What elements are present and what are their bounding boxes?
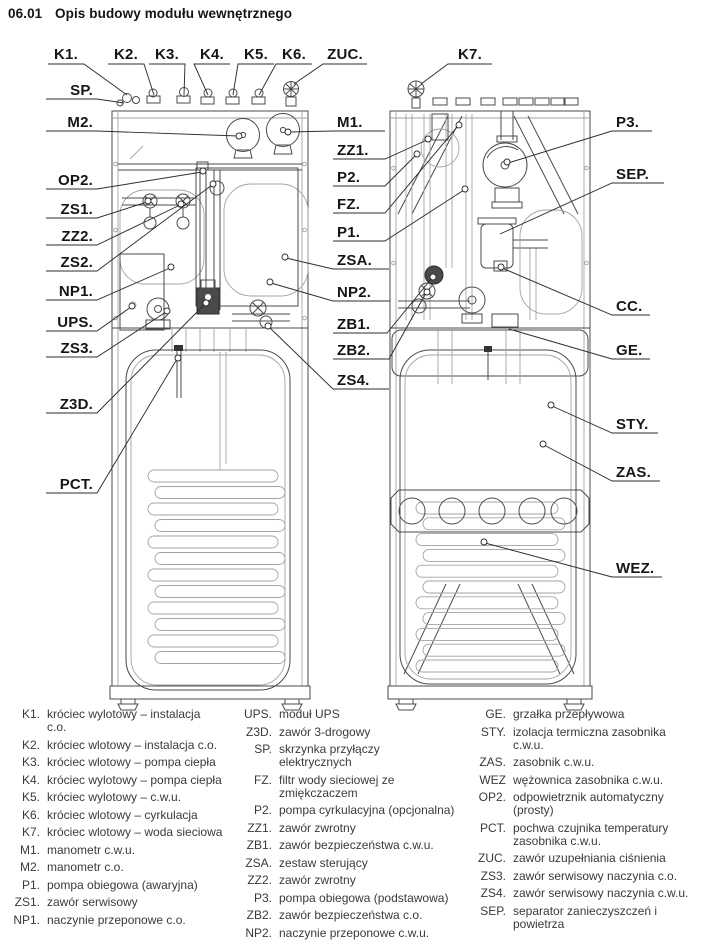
legend-desc: króciec wylotowy – instalacja c.o.: [47, 707, 201, 734]
bottom-valve-cluster: [146, 280, 290, 329]
legend-desc: naczynie przeponowe c.o.: [47, 912, 186, 927]
legend-item-Z3D: [234, 726, 468, 739]
legend-column-2: [234, 708, 468, 944]
legend-key: ZUC.: [478, 851, 506, 866]
legend-item-K4: [2, 774, 232, 787]
legend-item-GE: [468, 708, 704, 721]
legend-item-ZS4: [468, 887, 704, 900]
legend-item-ZUC: [468, 852, 704, 865]
svg-text:ZB1.: ZB1.: [337, 316, 371, 333]
legend-key: K4.: [21, 772, 40, 787]
legend-key: GE.: [485, 707, 506, 721]
legend-key: SEP.: [480, 903, 506, 918]
legend-item-K6: [2, 809, 232, 822]
legend-item-ZB1: [234, 839, 468, 852]
legend-key: ZS4.: [480, 886, 506, 901]
sensor-pocket: [174, 345, 183, 351]
svg-text:M1.: M1.: [337, 114, 363, 131]
legend-key: ZAS.: [479, 755, 506, 770]
legend-desc: zawór serwisowy naczynia c.o.: [513, 868, 678, 883]
manometer-m2: [227, 119, 260, 159]
legend-key: WEZ: [479, 772, 506, 787]
legend-desc: separator zanieczyszczeń i powietrza: [513, 903, 658, 931]
left-unit-drawing: [110, 82, 310, 711]
legend-desc: wężownica zasobnika c.w.u.: [513, 772, 664, 787]
legend-desc: moduł UPS: [279, 707, 340, 721]
legend-item-SEP: [468, 905, 704, 931]
svg-text:K4.: K4.: [200, 46, 224, 63]
legend-item-UPS: [234, 708, 468, 721]
left-frame: [110, 328, 310, 710]
legend-desc: izolacja termiczna zasobnika c.w.u.: [513, 724, 666, 752]
svg-text:SEP.: SEP.: [616, 166, 650, 183]
legend-item-NP2: [234, 927, 468, 940]
svg-text:ZS4.: ZS4.: [337, 372, 370, 389]
callout-zs1: [46, 198, 151, 218]
callout-ge: [509, 329, 650, 359]
internal-module-diagram: [0, 18, 706, 704]
legend-desc: króciec wylotowy – pompa ciepła: [47, 772, 222, 787]
legend-desc: manometr c.o.: [47, 860, 124, 875]
section-number: 06.01: [8, 6, 43, 21]
legend-item-K5: [2, 791, 232, 804]
legend-desc: pompa cyrkulacyjna (opcjonalna): [279, 803, 455, 818]
svg-text:ZZ2.: ZZ2.: [61, 228, 93, 245]
legend-item-ZAS: [468, 756, 704, 769]
manometer-m1: [267, 114, 300, 155]
legend-key: M1.: [19, 842, 40, 857]
flow-heater-ge: [492, 314, 518, 327]
legend-desc: zawór zwrotny: [279, 873, 356, 888]
svg-text:K7.: K7.: [458, 46, 482, 63]
legend-key: ZZ1.: [247, 820, 272, 835]
svg-text:NP2.: NP2.: [337, 284, 372, 301]
legend-key: M2.: [19, 860, 40, 875]
legend-desc: naczynie przeponowe c.w.u.: [279, 925, 430, 940]
legend-desc: zawór serwisowy naczynia c.w.u.: [513, 886, 689, 901]
svg-text:ZUC.: ZUC.: [327, 46, 363, 63]
legend-key: K3.: [21, 755, 40, 770]
legend-key: P1.: [21, 877, 40, 892]
legend-item-ZSA: [234, 857, 468, 870]
svg-text:P3.: P3.: [616, 114, 640, 131]
legend-column-1: [2, 708, 232, 932]
legend-desc: zawór 3-drogowy: [279, 724, 371, 739]
legend-item-K2: [2, 739, 232, 752]
legend-item-ZS3: [468, 870, 704, 883]
legend-item-PCT: [468, 822, 704, 848]
legend-desc: skrzynka przyłączy elektrycznych: [279, 742, 380, 770]
legend-item-M1: [2, 844, 232, 857]
legend-desc: odpowietrznik automatyczny (prosty): [513, 790, 664, 818]
legend-item-P1: [2, 879, 232, 892]
legend-item-SP: [234, 743, 468, 769]
separator-sep: [478, 218, 548, 268]
callout-sep: [500, 166, 664, 234]
legend-desc: manometr c.w.u.: [47, 842, 136, 857]
legend-desc: króciec wylotowy – c.w.u.: [47, 790, 182, 805]
legend-item-K3: [2, 756, 232, 769]
legend-key: P3.: [253, 890, 272, 905]
k7-valve: [408, 81, 424, 108]
legend-item-M2: [2, 861, 232, 874]
legend-item-ZS1: [2, 896, 232, 909]
legend-desc: zawór serwisowy: [47, 895, 138, 910]
legend-item-ZB2: [234, 909, 468, 922]
legend-item-STY: [468, 726, 704, 752]
legend-key: ZB1.: [246, 838, 272, 853]
legend-item-WEZ: [468, 774, 704, 787]
legend-desc: króciec wlotowy – pompa ciepła: [47, 755, 216, 770]
legend-desc: pompa obiegowa (awaryjna): [47, 877, 198, 892]
legend-item-NP1: [2, 914, 232, 927]
expansion-vessel-np2: [224, 184, 308, 296]
legend-key: ZS1.: [14, 895, 40, 910]
valve-row: [122, 194, 196, 229]
legend-desc: króciec wlotowy – woda sieciowa: [47, 825, 223, 840]
left-coil: [148, 470, 285, 664]
svg-text:K5.: K5.: [244, 46, 268, 63]
svg-text:STY.: STY.: [616, 416, 649, 433]
svg-text:K2.: K2.: [114, 46, 138, 63]
legend-desc: króciec wlotowy – instalacja c.o.: [47, 737, 218, 752]
svg-text:NP1.: NP1.: [58, 283, 93, 300]
callout-pct: [46, 355, 181, 493]
svg-text:K3.: K3.: [155, 46, 179, 63]
legend-key: ZSA.: [245, 855, 272, 870]
legend-key: NP2.: [245, 925, 272, 940]
right-unit-drawing: [388, 81, 592, 710]
svg-text:ZS2.: ZS2.: [60, 254, 93, 271]
legend-desc: zestaw sterujący: [279, 855, 368, 870]
callout-zas: [540, 441, 660, 481]
svg-text:CC.: CC.: [616, 298, 643, 315]
legend-column-3: [468, 708, 704, 935]
legend-item-P3: [234, 892, 468, 905]
callout-sp: [46, 82, 124, 103]
legend-key: K2.: [21, 737, 40, 752]
svg-text:ZSA.: ZSA.: [337, 252, 372, 269]
legend-desc: zawór bezpieczeństwa c.w.u.: [279, 838, 434, 853]
callout-np2: [267, 279, 390, 301]
legend-desc: pompa obiegowa (podstawowa): [279, 890, 449, 905]
legend-key: K7.: [21, 825, 40, 840]
svg-text:Z3D.: Z3D.: [59, 396, 93, 413]
page-title: Opis budowy modułu wewnętrznego: [55, 6, 293, 21]
legend-item-ZZ1: [234, 822, 468, 835]
legend-item-K1: [2, 708, 232, 734]
svg-text:OP2.: OP2.: [58, 172, 93, 189]
legend-desc: zawór bezpieczeństwa c.o.: [279, 908, 423, 923]
legend-desc: filtr wody sieciowej ze zmiękczaczem: [279, 772, 395, 800]
legend-key: SP.: [254, 742, 272, 757]
legend-item-ZZ2: [234, 874, 468, 887]
right-top-stubs: [408, 81, 578, 108]
legend-key: FZ.: [254, 772, 272, 787]
legend-key: ZS3.: [480, 868, 506, 883]
svg-text:P2.: P2.: [337, 169, 361, 186]
legend-key: K6.: [21, 807, 40, 822]
svg-text:M2.: M2.: [67, 114, 93, 131]
left-tank: [126, 345, 290, 690]
callout-k7: [421, 46, 492, 84]
svg-text:ZAS.: ZAS.: [616, 464, 651, 481]
legend-key: ZB2.: [246, 908, 272, 923]
legend-desc: króciec wlotowy – cyrkulacja: [47, 807, 198, 822]
expansion-vessel-np1: [120, 190, 204, 284]
svg-text:ZS1.: ZS1.: [60, 201, 93, 218]
ups-box: [120, 254, 164, 330]
callout-m1: [285, 114, 385, 135]
svg-text:K6.: K6.: [282, 46, 306, 63]
legend-key: K1.: [21, 707, 40, 721]
legend-key: STY.: [480, 724, 506, 739]
svg-text:ZZ1.: ZZ1.: [337, 142, 369, 159]
legend-key: K5.: [21, 790, 40, 805]
zuc-valve: [284, 82, 299, 107]
svg-text:GE.: GE.: [616, 342, 643, 359]
legend-key: NP1.: [13, 912, 40, 927]
legend-key: OP2.: [478, 790, 506, 805]
legend-desc: zawór uzupełniania ciśnienia: [513, 851, 666, 866]
callout-k3: [149, 46, 185, 95]
legend-key: Z3D.: [245, 724, 272, 739]
callout-wez: [481, 539, 662, 577]
legend-desc: zawór zwrotny: [279, 820, 356, 835]
callout-fz: [333, 122, 462, 213]
legend-desc: pochwa czujnika temperatury zasobnika c.w.u.: [513, 820, 669, 848]
callout-k2: [108, 46, 154, 95]
legend-item-OP2: [468, 791, 704, 817]
legend-key: PCT.: [479, 820, 506, 835]
legend-key: ZZ2.: [247, 873, 272, 888]
svg-text:UPS.: UPS.: [57, 314, 93, 331]
svg-text:FZ.: FZ.: [337, 196, 361, 213]
svg-text:WEZ.: WEZ.: [616, 560, 655, 577]
right-frame: [388, 328, 592, 710]
svg-text:SP.: SP.: [70, 82, 93, 99]
callout-k4: [194, 46, 230, 95]
svg-text:P1.: P1.: [337, 224, 361, 241]
legend-desc: zasobnik c.w.u.: [513, 755, 595, 770]
tank-band: [391, 490, 589, 532]
legend-desc: grzałka przepływowa: [513, 707, 625, 721]
callout-op2: [46, 168, 206, 189]
legend-item-FZ: [234, 774, 468, 800]
svg-text:ZS3.: ZS3.: [60, 340, 93, 357]
callout-k5: [233, 46, 274, 95]
svg-text:ZB2.: ZB2.: [337, 342, 371, 359]
tank-top-pipes: [172, 328, 246, 352]
control-set-panel: [196, 168, 298, 306]
svg-text:K1.: K1.: [54, 46, 78, 63]
right-tank: [391, 328, 589, 684]
callout-sty: [548, 402, 658, 433]
legend-item-K7: [2, 826, 232, 839]
svg-text:PCT.: PCT.: [59, 476, 93, 493]
right-coil: [416, 502, 565, 672]
right-sensor: [484, 346, 492, 352]
callout-ups: [46, 303, 135, 331]
legend-key: UPS.: [243, 707, 272, 721]
legend-item-P2: [234, 804, 468, 817]
legend-key: P2.: [253, 803, 272, 818]
